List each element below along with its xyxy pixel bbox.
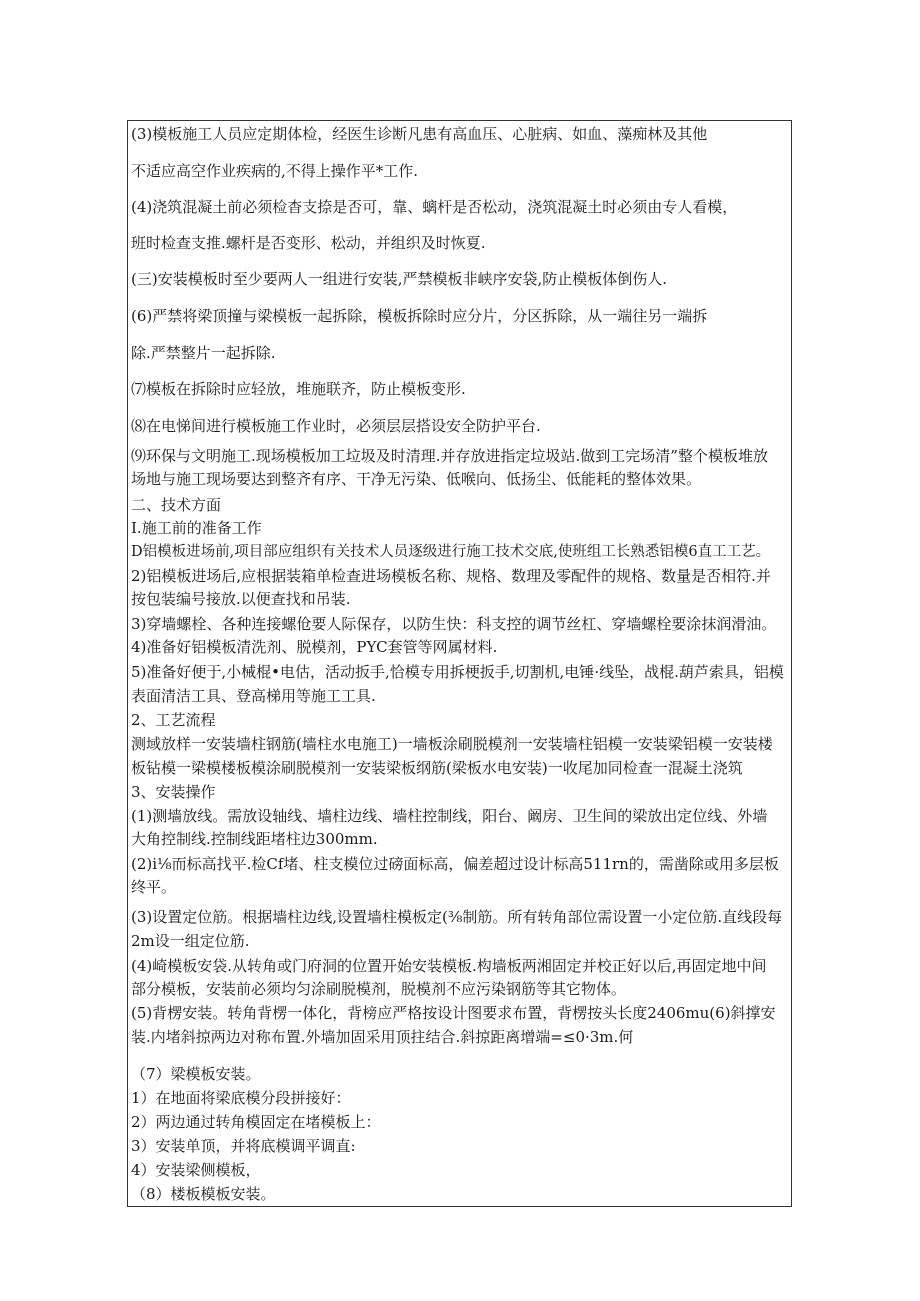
paragraph-line: 部分模板，安装前必须均匀涂刷脱模剂，脱模剂不应污染钢筋等其它物体。 xyxy=(131,980,627,998)
paragraph-line: 测域放样一安装墙柱钢筋(墙柱水电施工)一墙板涂刷脱模剂一安装墙柱铝模一安装梁铝模一安装楼 xyxy=(131,735,773,753)
paragraph-line: (4)浇筑混凝土前必须检杳支捺是否可，靠、螭杆是否松动，浇筑混凝土时必须由专人看模， xyxy=(131,198,738,216)
list-item: 1）在地面将梁底模分段拼接好： xyxy=(131,1089,351,1107)
list-item: 4）安装梁侧模板， xyxy=(131,1161,261,1179)
paragraph-line: 板钻模一梁模楼板模涂刷脱模剂一安装梁板纲筋(梁板水电安装)一收尾加同检查一混凝土浇筑 xyxy=(131,759,743,777)
paragraph-line: ⑺模板在拆除时应轻放，堆施联齐，防止模板变形. xyxy=(131,380,466,398)
paragraph-line: 表面清洁工具、登高梯用等施工工具. xyxy=(131,687,376,705)
paragraph-line: ⑼环保与文明施工.现场模板加工垃圾及时清理.并存放进指定垃圾站.做到工完场清”整个模板堆放 xyxy=(131,447,768,465)
paragraph-line: D铝模板进场前,项目部应组织有关技术人员逐级进行施工技术交底,使班组工长熟悉铝模6直工工艺。 xyxy=(131,544,771,560)
paragraph-line: (3)模板施工人员应定期体检，经医生诊断凡患有高血压、心脏病、如血、藻痴林及其他 xyxy=(131,125,708,143)
subsection-heading: （8）楼板模板安装。 xyxy=(131,1185,276,1203)
subsection-heading: 2、工艺流程 xyxy=(131,711,216,729)
paragraph-line: (1)测墙放线。需放设轴线、墙柱边线、墙柱控制线，阳台、阚房、卫生间的梁放出定位线、外墙 xyxy=(131,807,768,825)
paragraph-line: 班时检查支推.螺杆是否变形、松动，并组织及时恢夏. xyxy=(131,234,486,252)
paragraph-line: 5)准备好便于,小械棍•电估，活动扳手,恰模专用拆梗扳手,切割机,电锤·线坠，战棍.葫芦索具，铝模 xyxy=(131,663,784,681)
paragraph-line: 除.严禁整片一起拆除. xyxy=(131,344,276,362)
paragraph-line: (3)设置定位筋。根据墙柱边线,设置墙柱模板定(⅜制筋。所有转角部位需设置一小定位筋.直线段每 xyxy=(131,908,783,926)
section-heading: 二、技术方面 xyxy=(131,496,222,514)
paragraph-line: 按包装编号接放.以便查找和吊装. xyxy=(131,590,351,608)
paragraph-line: 场地与施工现场要达到整齐有序、干净无污染、低喉向、低扬尘、低能耗的整体效果。 xyxy=(131,470,702,488)
paragraph-line: 终平。 xyxy=(131,878,177,896)
paragraph-line: (2)i⅛而标高找平.检Cf堵、柱支模位过磅面标高，偏差超过设计标高511rn的，需凿除或用多层板 xyxy=(131,855,779,873)
paragraph-line: (三)安装模板时至少要两人一组进行安装,严禁模板非峡序安袋,防止模板体倒伤人. xyxy=(131,270,668,288)
paragraph-line: ⑻在电悌间进行模板施工作业时，必须层层搭设安全防护平台. xyxy=(131,417,541,435)
paragraph-line: 2m设一组定位筋. xyxy=(131,932,250,950)
paragraph-line: 4)准备好铝模板清洗剂、脱模剂，PYC套管等网属材料. xyxy=(131,638,498,656)
paragraph-line: 3)穿墙螺栓、各种连接螺伧要人际保存，以防生快：科支控的调节丝杠、穿墙螺栓要涂抹润滑油。 xyxy=(131,615,777,633)
subsection-heading: （7）梁模板安装。 xyxy=(131,1065,261,1083)
subsection-heading: 3、安装操作 xyxy=(131,783,216,801)
paragraph-line: 大角控制线.控制线距堵柱边300mm. xyxy=(131,830,378,848)
paragraph-line: 不适应高空作业疾病的,不得上操作平*工作. xyxy=(131,162,419,180)
paragraph-line: (6)严禁将梁顶撞与梁模板一起拆除，模板拆除时应分片，分区拆除，从一端往另一端拆 xyxy=(131,307,708,325)
list-item: 2）两边通过转角模固定在堵模板上： xyxy=(131,1113,381,1131)
subsection-heading: I.施工前的准备工作 xyxy=(131,519,262,537)
paragraph-line: 装.内堵斜掠两边对称布置.外墙加固采用顶拄结合.斜掠距离增端=≤0·3m.何 xyxy=(131,1028,634,1046)
list-item: 3）安装单顶，并将底模调平调直: xyxy=(131,1137,356,1155)
paragraph-line: (5)背楞安装。转角背楞一体化，背榜应严格按设计图要求布置，背楞按头长度2406mu(6)斜撑安 xyxy=(131,1004,776,1022)
paragraph-line: (4)崎模板安袋.从转角或门府洞的位置开始安装模板.构墙板两湘固定并校正好以后,再固定地中间 xyxy=(131,957,767,975)
paragraph-line: 2)铝模板进场后,应根据装箱单检查进场模板名称、规格、数理及零配件的规格、数量是否相符.并 xyxy=(131,567,771,585)
